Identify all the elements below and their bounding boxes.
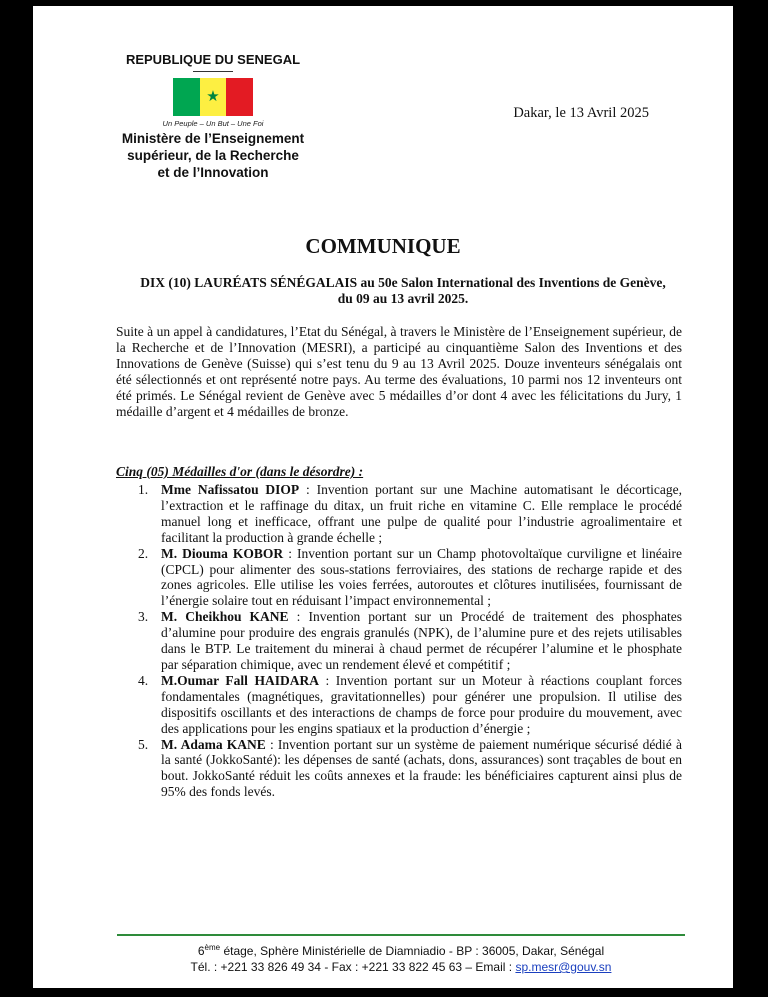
list-item: 1. Mme Nafissatou DIOP : Invention portant sur une Machine automatisant le décorticage, l’extraction et le raffinage du ditax, un fruit riche en vitamine C. Elle remplace le procédé manuel long et inefficace, offrant une pulpe de qualité pour l’industrie agroalimentaire et facilitant la production à grande échelle ; xyxy=(138,482,682,545)
list-item: 5. M. Adama KANE : Invention portant sur un système de paiement numérique sécurisé dédié à la santé (JokkoSanté): les dépenses de santé (achats, dons, assurances) sont traçables de bout en bout. JokkoSanté réduit les coûts annexes et la fraude: les bénéficiaires capturent ainsi plus de 95% des fonds levés. xyxy=(138,736,682,800)
winner-name: M. Adama KANE xyxy=(161,736,266,752)
footer-contact: Tél. : +221 33 826 49 34 - Fax : +221 33 822 45 63 – Email : sp.mesr@gouv.sn xyxy=(190,960,612,974)
letterhead xyxy=(103,52,323,181)
national-motto: Un Peuple – Un But – Une Foi xyxy=(162,119,264,128)
winners-list xyxy=(138,482,682,800)
winner-name: M.Oumar Fall HAIDARA xyxy=(161,672,319,688)
winner-description: : Invention portant sur une Machine automatisant le décorticage, l’extraction et le raffinage du ditax, un fruit riche en vitamine C. Elle remplace le procédé manuel long et inefficace, offrant une pulpe de qualité pour l’industrie agroalimentaire et facilitant la production à grande échelle ; xyxy=(161,482,682,545)
intro-paragraph: Suite à un appel à candidatures, l’Etat du Sénégal, à travers le Ministère de l’Enseignement supérieur, de la Recherche et de l’Innovation (MESRI), a participé au cinquantième Salon des Inventions et des Innovations de Genève (Suisse) qui s’est tenu du 9 au 13 Avril 2025. Douze inventeurs sénégalais ont été sélectionnés et ont représenté notre pays. Au terme des évaluations, 10 parmi nos 12 inventeurs ont été primés. Le Sénégal revient de Genève avec 5 médailles d’or dont 4 avec les félicitations du Jury, 1 médaille d’argent et 4 médailles de bronze. xyxy=(116,324,682,419)
header-rule xyxy=(193,71,233,72)
republic-name: REPUBLIQUE DU SENEGAL xyxy=(125,52,301,67)
section-title: Cinq (05) Médailles d'or (dans le désordre) : xyxy=(116,464,364,479)
list-item: 2. M. Diouma KOBOR : Invention portant sur un Champ photovoltaïque curviligne et linéaire (CPCL) pour alimenter des sous-stations ferroviaires, des stations de recharge rapide et des zones agricoles. Elle utilise les voies ferrées, autoroutes et clôtures inutilisées, fournissant de l’énergie solaire tout en réduisant l’impact environnemental ; xyxy=(138,545,682,609)
footer-address: 6ème étage, Sphère Ministérielle de Diamniadio - BP : 36005, Dakar, Sénégal xyxy=(197,943,605,958)
footer xyxy=(117,940,685,975)
list-item: 3. M. Cheikhou KANE : Invention portant sur un Procédé de traitement des phosphates d’alumine pour produire des engrais granulés (NPK), de l’alumine pure et des rejets utilisables dans le BTP. Le traitement du minerai à chaud permet de récupérer l’alumine et le phosphate par séparation chimique, avec un rendement élevé et compétitif ; xyxy=(138,609,682,672)
winner-description: : Invention portant sur un Moteur à réactions couplant forces fondamentales (magnétiques, gravitationnelles) pour générer une propulsion. Il utilise des dispositifs oscillants et des interactions de champs de force pour produire du mouvement, avec des applications pour les engins spatiaux et la production d’énergie ; xyxy=(161,672,682,736)
winner-name: M. Diouma KOBOR xyxy=(161,545,284,561)
winner-name: M. Cheikhou KANE xyxy=(161,609,289,625)
page-subtitle: DIX (10) LAURÉATS SÉNÉGALAIS au 50e Salon International des Inventions de Genève, du 09 au 13 avril 2025. xyxy=(140,275,666,306)
winner-description: : Invention portant sur un système de paiement numérique sécurisé dédié à la santé (JokkoSanté): les dépenses de santé (achats, dons, assurances) sont traçables de bout en bout. JokkoSanté réduit les coûts annexes et la fraude: les bénéficiaires capturent ainsi plus de 95% des fonds levés. xyxy=(161,736,682,800)
senegal-flag-icon: ★ xyxy=(173,78,253,116)
email-link[interactable]: sp.mesr@gouv.sn xyxy=(515,960,612,974)
winner-name: Mme Nafissatou DIOP xyxy=(161,482,300,497)
ministry-name: Ministère de l’Enseignement supérieur, de la Recherche et de l’Innovation xyxy=(121,131,305,180)
document-date: Dakar, le 13 Avril 2025 xyxy=(513,105,649,121)
footer-divider xyxy=(117,934,685,936)
page-title: COMMUNIQUE xyxy=(305,234,461,258)
document-page xyxy=(33,6,733,988)
list-item: 4. M.Oumar Fall HAIDARA : Invention portant sur un Moteur à réactions couplant forces fondamentales (magnétiques, gravitationnelles) pour générer une propulsion. Il utilise des dispositifs oscillants et des interactions de champs de force pour produire du mouvement, avec des applications pour les engins spatiaux et la production d’énergie ; xyxy=(138,672,682,736)
winner-description: : Invention portant sur un Procédé de traitement des phosphates d’alumine pour produire des engrais granulés (NPK), de l’alumine pure et des rejets utilisables dans le BTP. Le traitement du minerai à chaud permet de récupérer l’alumine et le phosphate par séparation chimique, avec un rendement élevé et compétitif ; xyxy=(161,609,682,672)
winner-description: : Invention portant sur un Champ photovoltaïque curviligne et linéaire (CPCL) pour alimenter des sous-stations ferroviaires, des stations de recharge rapide et des zones agricoles. Elle utilise les voies ferrées, autoroutes et clôtures inutilisées, fournissant de l’énergie solaire tout en réduisant l’impact environnemental ; xyxy=(161,545,682,609)
